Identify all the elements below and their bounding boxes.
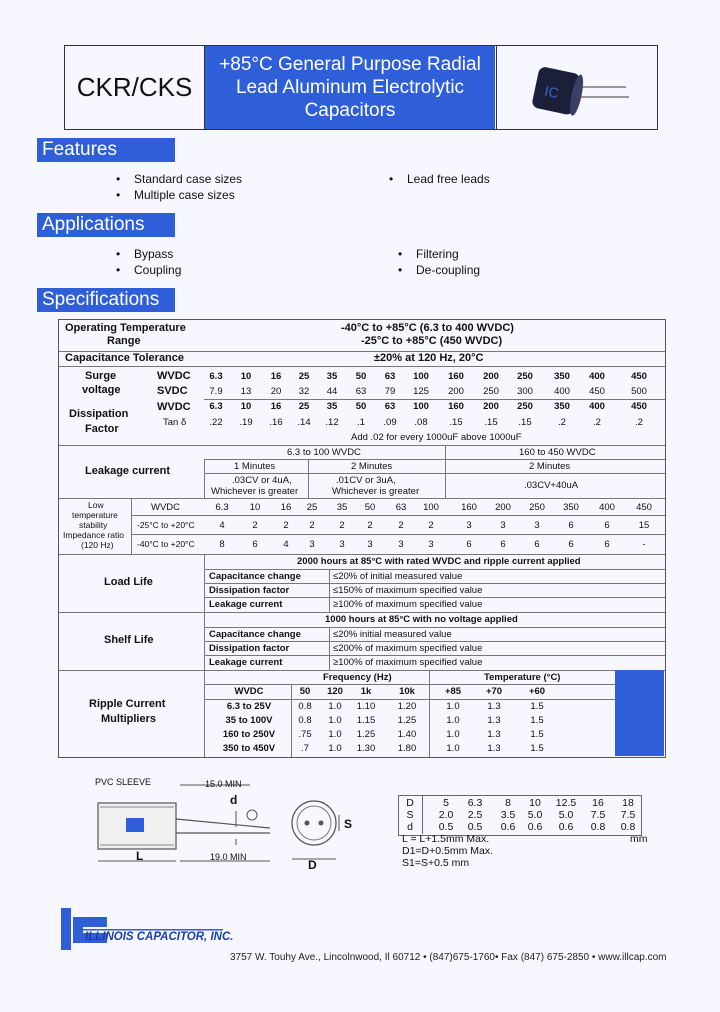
ripple-col-header: +60 bbox=[528, 686, 546, 697]
table-cell: 25 bbox=[298, 401, 310, 412]
ripple-cell: 160 to 250V bbox=[222, 729, 276, 740]
ripple-cell: 1.0 bbox=[446, 715, 460, 726]
table-cell: 2 bbox=[428, 520, 434, 531]
table-cell: .1 bbox=[357, 417, 365, 428]
table-cell: 3 bbox=[466, 520, 472, 531]
list-item: • Bypass bbox=[134, 247, 173, 261]
dims-cell: 10 bbox=[529, 797, 541, 809]
table-cell: 6.3 bbox=[209, 401, 223, 412]
table-cell: 300 bbox=[517, 386, 533, 397]
table-cell: 2 bbox=[339, 520, 345, 531]
dims-cell: d bbox=[407, 821, 413, 833]
dims-cell: 0.8 bbox=[620, 821, 636, 833]
ripple-cell: 1.25 bbox=[356, 729, 376, 740]
table-cell: 6 bbox=[604, 539, 610, 550]
dims-cell: 0.8 bbox=[590, 821, 606, 833]
ripple-col-header: 1k bbox=[360, 686, 372, 697]
ripple-label: Ripple Current bbox=[89, 698, 166, 710]
table-cell: 350 bbox=[554, 371, 570, 382]
ripple-cell: 1.3 bbox=[487, 729, 501, 740]
ripple-cell: 1.80 bbox=[397, 743, 417, 754]
table-cell: 2 bbox=[252, 520, 258, 531]
table-cell: .15 bbox=[518, 417, 532, 428]
dims-cell: 6.3 bbox=[467, 797, 483, 809]
table-cell: 4 bbox=[283, 539, 289, 550]
company-name: ILLINOIS CAPACITOR, INC. bbox=[85, 931, 234, 943]
svg-text:IC: IC bbox=[543, 82, 561, 102]
ripple-cell: 350 to 450V bbox=[222, 743, 276, 754]
ripple-cell: 1.5 bbox=[530, 743, 544, 754]
ripple-blue-block bbox=[615, 670, 664, 756]
ripple-col-header: 50 bbox=[299, 686, 311, 697]
table-cell: 79 bbox=[384, 386, 396, 397]
applications-heading: Applications bbox=[37, 213, 175, 237]
table-cell: 3 bbox=[428, 539, 434, 550]
shelf-life-label: Shelf Life bbox=[104, 634, 154, 646]
table-cell: .2 bbox=[593, 417, 601, 428]
table-cell: 200 bbox=[495, 502, 511, 513]
table-cell: 400 bbox=[599, 502, 615, 513]
dims-cell: 5 bbox=[443, 797, 449, 809]
dims-cell: 0.5 bbox=[467, 821, 483, 833]
table-cell: 15 bbox=[638, 520, 650, 531]
ripple-cell: 1.25 bbox=[397, 715, 417, 726]
table-cell: 200 bbox=[483, 371, 499, 382]
table-cell: 35 bbox=[326, 371, 338, 382]
table-cell: 200 bbox=[483, 401, 499, 412]
series-code: CKR/CKS bbox=[65, 46, 205, 129]
table-cell: 63 bbox=[395, 502, 407, 513]
table-cell: 3 bbox=[339, 539, 345, 550]
dims-cell: 0.6 bbox=[527, 821, 543, 833]
ripple-cell: 1.3 bbox=[487, 701, 501, 712]
dims-cell: 18 bbox=[622, 797, 634, 809]
dims-cell: 2.0 bbox=[438, 809, 454, 821]
table-cell: 450 bbox=[636, 502, 652, 513]
table-cell: 50 bbox=[355, 371, 367, 382]
cap-tol-label: Capacitance Tolerance bbox=[65, 352, 185, 364]
table-cell: 500 bbox=[631, 386, 647, 397]
op-temp-value: -40°C to +85°C (6.3 to 400 WVDC) bbox=[341, 322, 514, 334]
ripple-cell: .7 bbox=[301, 743, 309, 754]
dims-cell: D bbox=[406, 797, 414, 809]
table-cell: 100 bbox=[423, 502, 439, 513]
table-cell: 2 bbox=[309, 520, 315, 531]
product-title: +85°C General Purpose Radial Lead Aluminum Electrolytic Capacitors bbox=[205, 46, 495, 129]
ripple-cell: 1.15 bbox=[356, 715, 376, 726]
table-cell: 6 bbox=[466, 539, 472, 550]
table-cell: 13 bbox=[240, 386, 252, 397]
table-cell: .15 bbox=[449, 417, 463, 428]
table-cell: 160 bbox=[448, 371, 464, 382]
table-cell: .09 bbox=[383, 417, 397, 428]
table-cell: .2 bbox=[635, 417, 643, 428]
ripple-cell: 1.0 bbox=[446, 701, 460, 712]
table-cell: 160 bbox=[448, 401, 464, 412]
table-cell: 350 bbox=[563, 502, 579, 513]
dims-cell: 12.5 bbox=[555, 797, 577, 809]
dimensions-table: D 5 6.3 8 10 12.5 16 18 S 2.0 2.5 3.5 5.0 5.0 7.5 7.5 d 0.5 0.5 0.6 0.6 0.6 0.8 0.8 mm L = L+1.5mm Max. D1=D+0.5mm Max. S1=S+0.5 mm bbox=[398, 793, 663, 873]
sleeve-label: PVC SLEEVE bbox=[95, 777, 152, 787]
load-life-label: Load Life bbox=[104, 576, 153, 588]
ripple-cell: 1.10 bbox=[356, 701, 376, 712]
table-cell: 2 bbox=[283, 520, 289, 531]
table-cell: .16 bbox=[269, 417, 283, 428]
ripple-cell: 1.3 bbox=[487, 743, 501, 754]
table-cell: 4 bbox=[219, 520, 225, 531]
list-item: • Lead free leads bbox=[407, 172, 490, 186]
table-cell: 25 bbox=[306, 502, 318, 513]
table-cell: 160 bbox=[461, 502, 477, 513]
specifications-heading: Specifications bbox=[37, 288, 175, 312]
table-cell: 2 bbox=[398, 520, 404, 531]
ripple-cell: 1.3 bbox=[487, 715, 501, 726]
table-cell: 350 bbox=[554, 401, 570, 412]
ripple-col-header: 10k bbox=[399, 686, 415, 697]
ripple-cell: 1.5 bbox=[530, 729, 544, 740]
ripple-col-header: +85 bbox=[444, 686, 462, 697]
ripple-cell: 1.20 bbox=[397, 701, 417, 712]
table-cell: 63 bbox=[355, 386, 367, 397]
table-cell: 250 bbox=[529, 502, 545, 513]
table-cell: 6 bbox=[568, 539, 574, 550]
table-cell: .19 bbox=[239, 417, 253, 428]
dims-cell: 8 bbox=[505, 797, 511, 809]
table-cell: 200 bbox=[448, 386, 464, 397]
table-cell: .08 bbox=[414, 417, 428, 428]
table-cell: 6.3 bbox=[215, 502, 229, 513]
table-cell: 250 bbox=[483, 386, 499, 397]
table-cell: 63 bbox=[384, 371, 396, 382]
ripple-col-header: +70 bbox=[485, 686, 503, 697]
dims-cell: 5.0 bbox=[558, 809, 574, 821]
table-cell: 16 bbox=[270, 401, 282, 412]
dims-cell: 0.6 bbox=[558, 821, 574, 833]
dims-cell: 5.0 bbox=[527, 809, 543, 821]
table-cell: 400 bbox=[589, 371, 605, 382]
table-cell: 3 bbox=[398, 539, 404, 550]
table-cell: 250 bbox=[517, 401, 533, 412]
capacitor-photo bbox=[496, 46, 658, 129]
table-cell: 10 bbox=[240, 401, 252, 412]
ripple-cell: 1.30 bbox=[356, 743, 376, 754]
list-item: • Filtering bbox=[416, 247, 459, 261]
dims-cell: S bbox=[406, 809, 414, 821]
table-cell: 63 bbox=[384, 401, 396, 412]
table-cell: 100 bbox=[413, 371, 429, 382]
table-cell: 400 bbox=[554, 386, 570, 397]
table-cell: 6 bbox=[604, 520, 610, 531]
table-cell: 3 bbox=[309, 539, 315, 550]
table-cell: .14 bbox=[297, 417, 311, 428]
ripple-col-header: WVDC bbox=[234, 686, 264, 697]
table-cell: 16 bbox=[280, 502, 292, 513]
table-cell: 16 bbox=[270, 371, 282, 382]
cap-tol-value: ±20% at 120 Hz, 20°C bbox=[374, 352, 484, 364]
product-header bbox=[64, 45, 658, 130]
features-heading: Features bbox=[37, 138, 175, 162]
table-cell: 50 bbox=[364, 502, 376, 513]
table-cell: 32 bbox=[298, 386, 310, 397]
ripple-cell: 6.3 to 25V bbox=[226, 701, 272, 712]
ripple-cell: 1.5 bbox=[530, 715, 544, 726]
table-cell: 7.9 bbox=[209, 386, 223, 397]
ripple-cell: 1.0 bbox=[328, 701, 342, 712]
table-cell: 2 bbox=[367, 520, 373, 531]
table-cell: 50 bbox=[355, 401, 367, 412]
table-cell: 450 bbox=[631, 371, 647, 382]
table-cell: 100 bbox=[413, 401, 429, 412]
table-cell: 3 bbox=[500, 520, 506, 531]
table-cell: 8 bbox=[219, 539, 225, 550]
dims-cell: 0.6 bbox=[500, 821, 516, 833]
dims-cell: 7.5 bbox=[590, 809, 606, 821]
table-cell: .15 bbox=[484, 417, 498, 428]
list-item: • De-coupling bbox=[416, 263, 480, 277]
dims-cell: 0.5 bbox=[438, 821, 454, 833]
dims-cell: 3.5 bbox=[500, 809, 516, 821]
table-cell: 6 bbox=[534, 539, 540, 550]
ripple-cell: 1.0 bbox=[328, 743, 342, 754]
table-cell: 250 bbox=[517, 371, 533, 382]
load-life-head: 2000 hours at 85°C with rated WVDC and ripple current applied bbox=[297, 556, 581, 567]
table-cell: 6 bbox=[568, 520, 574, 531]
table-cell: 10 bbox=[240, 371, 252, 382]
ripple-cell: 0.8 bbox=[298, 715, 312, 726]
table-cell: .2 bbox=[558, 417, 566, 428]
dims-cell: 2.5 bbox=[467, 809, 483, 821]
table-cell: 10 bbox=[249, 502, 261, 513]
table-cell: 35 bbox=[336, 502, 348, 513]
ripple-col-header: 120 bbox=[327, 686, 343, 697]
table-cell: 3 bbox=[534, 520, 540, 531]
ripple-cell: 1.0 bbox=[328, 715, 342, 726]
leakage-label: Leakage current bbox=[85, 465, 170, 477]
ripple-cell: 1.0 bbox=[328, 729, 342, 740]
dimension-drawing: PVC SLEEVE 15.0 MIN 19.0 MIN d L D S bbox=[95, 777, 353, 872]
list-item: • Coupling bbox=[134, 263, 181, 277]
table-cell: 6.3 bbox=[209, 371, 223, 382]
ripple-cell: 1.5 bbox=[530, 701, 544, 712]
company-logo bbox=[55, 903, 255, 955]
list-item: • Multiple case sizes bbox=[134, 188, 235, 202]
ripple-cell: 35 to 100V bbox=[225, 715, 273, 726]
shelf-life-head: 1000 hours at 85°C with no voltage applied bbox=[325, 614, 518, 625]
table-cell: 450 bbox=[631, 401, 647, 412]
ripple-cell: 1.40 bbox=[397, 729, 417, 740]
table-cell: 44 bbox=[326, 386, 338, 397]
table-cell: 3 bbox=[367, 539, 373, 550]
table-cell: 450 bbox=[589, 386, 605, 397]
dims-cell: 7.5 bbox=[620, 809, 636, 821]
ripple-cell: 1.0 bbox=[446, 743, 460, 754]
table-cell: 400 bbox=[589, 401, 605, 412]
dissipation-note: Add .02 for every 1000uF above 1000uF bbox=[351, 432, 522, 443]
table-cell: 6 bbox=[500, 539, 506, 550]
op-temp-label: Operating Temperature bbox=[65, 322, 186, 334]
company-address: 3757 W. Touhy Ave., Lincolnwood, Il 60712 • (847)675-1760• Fax (847) 675-2850 • www.illcap.com bbox=[230, 952, 667, 963]
ripple-cell: 1.0 bbox=[446, 729, 460, 740]
ripple-cell: .75 bbox=[298, 729, 312, 740]
table-cell: 20 bbox=[270, 386, 282, 397]
table-cell: 125 bbox=[413, 386, 429, 397]
table-cell: - bbox=[642, 539, 646, 550]
table-cell: .12 bbox=[325, 417, 339, 428]
specifications-table: Operating Temperature Range -40°C to +85°C (6.3 to 400 WVDC) -25°C to +85°C (450 WVDC) Capacitance Tolerance ±20% at 120 Hz, 20°C Surge voltage WVDC SVDC 6.3 10 16 25 35 50 63 100 160 200 250 350 400 450 7.9 13 20 32 44 63 79 125 200 250 300 400 450 500 Dissipation Factor WVDC Tan δ 6.3 10 16 25 35 50 63 100 160 200 250 350 400 450 .22 .19 .16 .14 .12 .1 .09 .08 .15 .15 .15 .2 .2 .2 Add .02 for every 1000uF above 1000uF Leakage current 6.3 to 100 WVDC 160 to 450 WVDC 1 Minutes 2 Minutes 2 Minutes .03CV or 4uA, Whichever is greater .01CV or 3uA, Whichever is greater .03CV+40uA Low temperature stability Impedance ratio (120 Hz) WVDC -25°C to +20°C -40°C to +20°C 6.3 10 16 25 35 50 63 100 160 200 250 350 400 450 4 2 2 2 2 2 2 2 3 3 3 6 6 15 8 6 4 3 3 3 3 3 6 6 6 6 6 - Load Life 2000 hours at 85°C with rated WVDC and ripple current applied Capacitance change ≤20% of initial measured value Dissipation factor ≤150% of maximum specified value Leakage current ≥100% of maximum specified value Shelf Life 1000 hours at 85°C with no voltage applied Capacitance change ≤20% initial measured value Dissipation factor ≤200% of maximum specified value Leakage current ≥100% of maximum specified value Ripple Current Multipliers Frequency (Hz) Temperature (°C) WVDC 50 120 1k 10k +85 +70 +60 6.3 to 25V 0.8 1.0 1.10 1.20 1.0 1.3 1.5 35 to 100V 0.8 1.0 1.15 1.25 1.0 1.3 1.5 160 to 250V .75 1.0 1.25 1.40 1.0 1.3 1.5 350 to 450V .7 1.0 1.30 1.80 1.0 1.3 1.5 bbox=[58, 319, 666, 758]
table-cell: .22 bbox=[209, 417, 223, 428]
dims-cell: 16 bbox=[592, 797, 604, 809]
table-cell: 35 bbox=[326, 401, 338, 412]
table-cell: 6 bbox=[252, 539, 258, 550]
table-cell: 25 bbox=[298, 371, 310, 382]
list-item: • Standard case sizes bbox=[134, 172, 242, 186]
ripple-cell: 0.8 bbox=[298, 701, 312, 712]
